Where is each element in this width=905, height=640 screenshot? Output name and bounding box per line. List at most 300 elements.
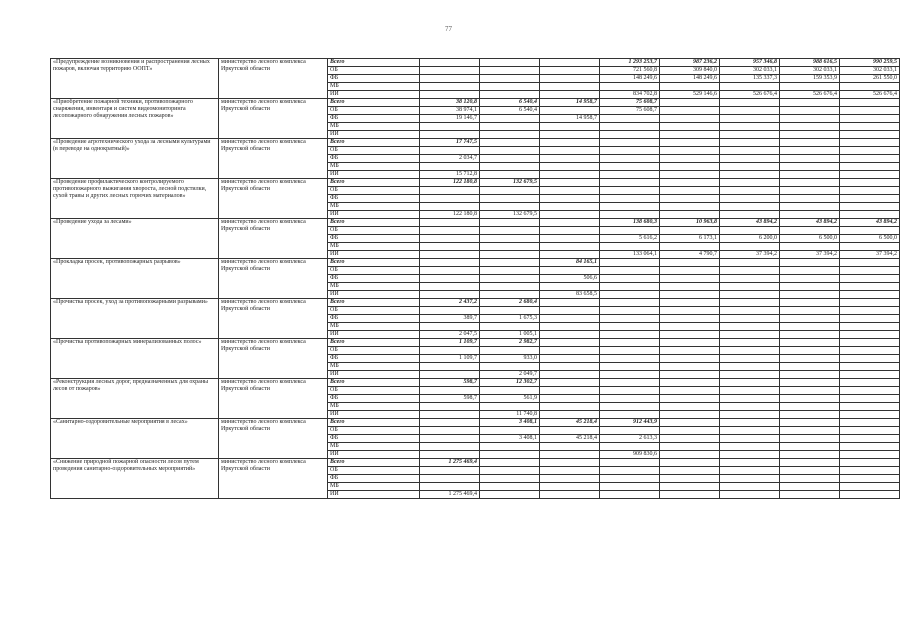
table-row bbox=[51, 59, 900, 67]
amount-cell bbox=[480, 131, 540, 139]
amount-cell bbox=[660, 339, 720, 347]
amount-cell bbox=[480, 83, 540, 91]
amount-cell bbox=[660, 131, 720, 139]
funding-source-cell: Всего bbox=[328, 339, 420, 347]
amount-cell bbox=[780, 139, 840, 147]
amount-cell bbox=[720, 83, 780, 91]
amount-cell bbox=[780, 419, 840, 427]
amount-cell bbox=[840, 419, 900, 427]
funding-source-cell: Всего bbox=[328, 219, 420, 227]
amount-cell bbox=[660, 443, 720, 451]
amount-cell bbox=[420, 131, 480, 139]
amount-cell bbox=[600, 307, 660, 315]
amount-cell bbox=[840, 491, 900, 499]
amount-cell bbox=[720, 139, 780, 147]
funding-source-cell: МБ bbox=[328, 203, 420, 211]
amount-cell bbox=[720, 307, 780, 315]
amount-cell bbox=[720, 147, 780, 155]
amount-cell bbox=[420, 75, 480, 83]
amount-cell bbox=[480, 451, 540, 459]
amount-cell bbox=[840, 315, 900, 323]
amount-cell bbox=[600, 123, 660, 131]
amount-cell bbox=[660, 227, 720, 235]
amount-cell bbox=[660, 83, 720, 91]
amount-cell bbox=[540, 451, 600, 459]
amount-cell bbox=[540, 123, 600, 131]
amount-cell: 75 608,7 bbox=[600, 99, 660, 107]
amount-cell bbox=[420, 123, 480, 131]
amount-cell bbox=[780, 187, 840, 195]
amount-cell bbox=[780, 459, 840, 467]
amount-cell bbox=[780, 259, 840, 267]
amount-cell bbox=[540, 147, 600, 155]
funding-source-cell: Всего bbox=[328, 379, 420, 387]
amount-cell bbox=[780, 163, 840, 171]
amount-cell bbox=[600, 267, 660, 275]
amount-cell: 3 408,1 bbox=[480, 435, 540, 443]
amount-cell bbox=[840, 483, 900, 491]
executor-cell: министерство лесного комплекса Иркутской области bbox=[219, 299, 328, 339]
amount-cell bbox=[780, 467, 840, 475]
amount-cell bbox=[540, 75, 600, 83]
amount-cell bbox=[720, 243, 780, 251]
amount-cell bbox=[780, 147, 840, 155]
table-row bbox=[51, 379, 900, 387]
amount-cell bbox=[540, 363, 600, 371]
table-row bbox=[51, 419, 900, 427]
amount-cell bbox=[780, 291, 840, 299]
event-name-cell: «Предупреждение возникновения и распространения лесных пожаров, включая территорию ООПТ» bbox=[51, 59, 219, 99]
amount-cell bbox=[420, 235, 480, 243]
event-name-cell: «Прочистка противопожарных минерализованных полос» bbox=[51, 339, 219, 379]
executor-cell: министерство лесного комплекса Иркутской области bbox=[219, 339, 328, 379]
amount-cell bbox=[540, 355, 600, 363]
amount-cell bbox=[480, 171, 540, 179]
amount-cell bbox=[720, 291, 780, 299]
amount-cell: 19 146,7 bbox=[420, 115, 480, 123]
amount-cell bbox=[540, 243, 600, 251]
amount-cell bbox=[780, 451, 840, 459]
amount-cell bbox=[660, 203, 720, 211]
amount-cell bbox=[480, 91, 540, 99]
funding-source-cell: Всего bbox=[328, 299, 420, 307]
funding-source-cell: МБ bbox=[328, 323, 420, 331]
amount-cell bbox=[600, 491, 660, 499]
amount-cell bbox=[540, 107, 600, 115]
funding-source-cell: ИИ bbox=[328, 131, 420, 139]
amount-cell bbox=[660, 483, 720, 491]
amount-cell bbox=[600, 227, 660, 235]
amount-cell bbox=[480, 139, 540, 147]
amount-cell bbox=[660, 155, 720, 163]
amount-cell: 2 437,2 bbox=[420, 299, 480, 307]
amount-cell bbox=[780, 475, 840, 483]
amount-cell: 159 353,9 bbox=[780, 75, 840, 83]
amount-cell bbox=[420, 283, 480, 291]
amount-cell bbox=[540, 91, 600, 99]
amount-cell bbox=[720, 315, 780, 323]
amount-cell: 506,6 bbox=[540, 275, 600, 283]
funding-source-cell: Всего bbox=[328, 59, 420, 67]
amount-cell: 3 408,1 bbox=[480, 419, 540, 427]
amount-cell bbox=[840, 179, 900, 187]
amount-cell bbox=[780, 443, 840, 451]
amount-cell bbox=[720, 107, 780, 115]
amount-cell bbox=[480, 243, 540, 251]
amount-cell bbox=[480, 203, 540, 211]
amount-cell bbox=[720, 171, 780, 179]
funding-source-cell: ОБ bbox=[328, 147, 420, 155]
amount-cell bbox=[480, 123, 540, 131]
amount-cell bbox=[480, 59, 540, 67]
amount-cell bbox=[420, 467, 480, 475]
amount-cell: 43 894,2 bbox=[840, 219, 900, 227]
amount-cell bbox=[780, 131, 840, 139]
funding-source-cell: МБ bbox=[328, 163, 420, 171]
amount-cell: 988 616,5 bbox=[780, 59, 840, 67]
amount-cell: 148 249,6 bbox=[600, 75, 660, 83]
amount-cell bbox=[540, 211, 600, 219]
amount-cell bbox=[600, 347, 660, 355]
amount-cell: 933,0 bbox=[480, 355, 540, 363]
amount-cell bbox=[780, 83, 840, 91]
amount-cell bbox=[720, 443, 780, 451]
amount-cell bbox=[780, 411, 840, 419]
budget-table bbox=[50, 58, 900, 499]
funding-source-cell: Всего bbox=[328, 179, 420, 187]
amount-cell bbox=[840, 195, 900, 203]
amount-cell: 2 680,4 bbox=[480, 299, 540, 307]
amount-cell bbox=[480, 291, 540, 299]
amount-cell bbox=[480, 387, 540, 395]
amount-cell bbox=[540, 251, 600, 259]
amount-cell bbox=[480, 187, 540, 195]
amount-cell bbox=[660, 171, 720, 179]
amount-cell: 909 830,6 bbox=[600, 451, 660, 459]
amount-cell: 148 249,6 bbox=[660, 75, 720, 83]
amount-cell bbox=[480, 475, 540, 483]
amount-cell bbox=[660, 459, 720, 467]
amount-cell: 1 005,1 bbox=[480, 331, 540, 339]
amount-cell bbox=[840, 347, 900, 355]
amount-cell bbox=[780, 171, 840, 179]
amount-cell bbox=[660, 315, 720, 323]
amount-cell: 261 550,0 bbox=[840, 75, 900, 83]
amount-cell: 43 894,2 bbox=[720, 219, 780, 227]
amount-cell bbox=[840, 435, 900, 443]
amount-cell bbox=[780, 387, 840, 395]
amount-cell: 132 679,5 bbox=[480, 179, 540, 187]
amount-cell bbox=[540, 131, 600, 139]
amount-cell bbox=[720, 363, 780, 371]
table-row bbox=[51, 339, 900, 347]
amount-cell bbox=[660, 283, 720, 291]
executor-cell: министерство лесного комплекса Иркутской области bbox=[219, 419, 328, 459]
amount-cell bbox=[420, 347, 480, 355]
funding-source-cell: МБ bbox=[328, 123, 420, 131]
amount-cell bbox=[420, 275, 480, 283]
funding-source-cell: ОБ bbox=[328, 427, 420, 435]
amount-cell bbox=[600, 195, 660, 203]
amount-cell bbox=[540, 163, 600, 171]
funding-source-cell: МБ bbox=[328, 283, 420, 291]
amount-cell bbox=[780, 99, 840, 107]
amount-cell bbox=[660, 411, 720, 419]
amount-cell bbox=[720, 427, 780, 435]
amount-cell bbox=[780, 347, 840, 355]
amount-cell bbox=[780, 243, 840, 251]
amount-cell bbox=[600, 403, 660, 411]
amount-cell bbox=[420, 427, 480, 435]
amount-cell bbox=[660, 475, 720, 483]
amount-cell: 45 218,4 bbox=[540, 435, 600, 443]
amount-cell: 45 218,4 bbox=[540, 419, 600, 427]
executor-cell: министерство лесного комплекса Иркутской области bbox=[219, 179, 328, 219]
amount-cell bbox=[600, 203, 660, 211]
amount-cell bbox=[840, 379, 900, 387]
funding-source-cell: МБ bbox=[328, 363, 420, 371]
event-name-cell: «Прочистка просек, уход за противопожарными разрывами» bbox=[51, 299, 219, 339]
amount-cell bbox=[840, 99, 900, 107]
amount-cell bbox=[600, 355, 660, 363]
table-row bbox=[51, 139, 900, 147]
amount-cell: 987 236,2 bbox=[660, 59, 720, 67]
executor-cell: министерство лесного комплекса Иркутской области bbox=[219, 219, 328, 259]
amount-cell bbox=[840, 371, 900, 379]
amount-cell bbox=[720, 371, 780, 379]
event-name-cell: «Проведение профилактического контролируемого противопожарного выжигания хвороста, лесной подстилки, сухой травы и других лесных горючих материалов» bbox=[51, 179, 219, 219]
amount-cell bbox=[600, 211, 660, 219]
amount-cell bbox=[420, 443, 480, 451]
funding-source-cell: Всего bbox=[328, 259, 420, 267]
amount-cell bbox=[720, 123, 780, 131]
amount-cell bbox=[720, 339, 780, 347]
amount-cell bbox=[540, 227, 600, 235]
amount-cell: 2 613,3 bbox=[600, 435, 660, 443]
amount-cell bbox=[780, 195, 840, 203]
amount-cell bbox=[660, 275, 720, 283]
amount-cell bbox=[660, 395, 720, 403]
amount-cell bbox=[840, 443, 900, 451]
amount-cell bbox=[420, 483, 480, 491]
amount-cell: 302 033,1 bbox=[720, 67, 780, 75]
funding-source-cell: МБ bbox=[328, 443, 420, 451]
amount-cell: 598,7 bbox=[420, 395, 480, 403]
funding-source-cell: ОБ bbox=[328, 307, 420, 315]
amount-cell bbox=[540, 339, 600, 347]
amount-cell bbox=[420, 475, 480, 483]
amount-cell: 561,9 bbox=[480, 395, 540, 403]
amount-cell bbox=[720, 275, 780, 283]
event-name-cell: «Проведение ухода за лесами» bbox=[51, 219, 219, 259]
amount-cell bbox=[480, 443, 540, 451]
event-name-cell: «Приобретение пожарной техники, противопожарного снаряжения, инвентаря и систем видеомониторинга лесопожарного обнаружения лесных пожаров» bbox=[51, 99, 219, 139]
amount-cell: 526 676,4 bbox=[720, 91, 780, 99]
amount-cell bbox=[420, 387, 480, 395]
amount-cell: 5 616,2 bbox=[600, 235, 660, 243]
funding-source-cell: ОБ bbox=[328, 467, 420, 475]
amount-cell bbox=[780, 323, 840, 331]
amount-cell bbox=[600, 243, 660, 251]
amount-cell bbox=[840, 115, 900, 123]
amount-cell bbox=[600, 395, 660, 403]
amount-cell bbox=[420, 227, 480, 235]
amount-cell bbox=[660, 187, 720, 195]
funding-source-cell: МБ bbox=[328, 83, 420, 91]
amount-cell bbox=[780, 307, 840, 315]
amount-cell bbox=[840, 123, 900, 131]
amount-cell bbox=[600, 171, 660, 179]
amount-cell bbox=[540, 171, 600, 179]
amount-cell bbox=[420, 243, 480, 251]
amount-cell bbox=[720, 491, 780, 499]
funding-source-cell: ОБ bbox=[328, 227, 420, 235]
amount-cell bbox=[420, 307, 480, 315]
amount-cell bbox=[720, 475, 780, 483]
funding-source-cell: ОБ bbox=[328, 267, 420, 275]
amount-cell bbox=[600, 187, 660, 195]
funding-source-cell: ФБ bbox=[328, 235, 420, 243]
amount-cell bbox=[840, 83, 900, 91]
funding-source-cell: ИИ bbox=[328, 411, 420, 419]
amount-cell bbox=[480, 403, 540, 411]
amount-cell bbox=[480, 227, 540, 235]
amount-cell bbox=[720, 283, 780, 291]
amount-cell bbox=[540, 83, 600, 91]
amount-cell bbox=[600, 443, 660, 451]
amount-cell: 84 165,1 bbox=[540, 259, 600, 267]
funding-source-cell: ФБ bbox=[328, 435, 420, 443]
amount-cell bbox=[780, 331, 840, 339]
amount-cell bbox=[720, 323, 780, 331]
amount-cell bbox=[480, 235, 540, 243]
funding-source-cell: ОБ bbox=[328, 387, 420, 395]
amount-cell bbox=[540, 187, 600, 195]
amount-cell: 14 958,7 bbox=[540, 99, 600, 107]
amount-cell bbox=[480, 259, 540, 267]
funding-source-cell: ФБ bbox=[328, 75, 420, 83]
amount-cell bbox=[840, 387, 900, 395]
amount-cell bbox=[660, 491, 720, 499]
amount-cell bbox=[720, 115, 780, 123]
amount-cell bbox=[780, 267, 840, 275]
amount-cell bbox=[480, 75, 540, 83]
amount-cell bbox=[480, 195, 540, 203]
amount-cell bbox=[480, 467, 540, 475]
amount-cell bbox=[480, 67, 540, 75]
amount-cell bbox=[780, 483, 840, 491]
amount-cell bbox=[780, 155, 840, 163]
amount-cell bbox=[480, 483, 540, 491]
amount-cell bbox=[720, 419, 780, 427]
table-row bbox=[51, 459, 900, 467]
amount-cell bbox=[480, 115, 540, 123]
amount-cell: 1 109,7 bbox=[420, 339, 480, 347]
amount-cell bbox=[480, 347, 540, 355]
amount-cell: 721 560,8 bbox=[600, 67, 660, 75]
executor-cell: министерство лесного комплекса Иркутской области bbox=[219, 99, 328, 139]
amount-cell bbox=[660, 467, 720, 475]
amount-cell bbox=[840, 395, 900, 403]
funding-source-cell: МБ bbox=[328, 403, 420, 411]
amount-cell: 1 275 469,4 bbox=[420, 459, 480, 467]
amount-cell: 38 974,1 bbox=[420, 107, 480, 115]
amount-cell bbox=[780, 299, 840, 307]
amount-cell bbox=[660, 371, 720, 379]
amount-cell bbox=[600, 483, 660, 491]
amount-cell bbox=[720, 211, 780, 219]
amount-cell bbox=[840, 331, 900, 339]
amount-cell: 526 676,4 bbox=[840, 91, 900, 99]
amount-cell bbox=[660, 347, 720, 355]
amount-cell bbox=[660, 139, 720, 147]
amount-cell bbox=[420, 435, 480, 443]
page-number: 77 bbox=[445, 25, 452, 33]
amount-cell bbox=[540, 347, 600, 355]
amount-cell: 526 676,4 bbox=[780, 91, 840, 99]
table-row bbox=[51, 299, 900, 307]
amount-cell bbox=[540, 427, 600, 435]
amount-cell bbox=[600, 139, 660, 147]
amount-cell bbox=[660, 427, 720, 435]
amount-cell bbox=[420, 59, 480, 67]
amount-cell: 122 180,8 bbox=[420, 211, 480, 219]
funding-source-cell: ИИ bbox=[328, 331, 420, 339]
amount-cell bbox=[420, 251, 480, 259]
amount-cell bbox=[420, 291, 480, 299]
amount-cell bbox=[660, 451, 720, 459]
amount-cell bbox=[540, 307, 600, 315]
table-row bbox=[51, 219, 900, 227]
funding-source-cell: ФБ bbox=[328, 155, 420, 163]
amount-cell bbox=[540, 323, 600, 331]
funding-source-cell: ОБ bbox=[328, 187, 420, 195]
amount-cell bbox=[840, 323, 900, 331]
amount-cell bbox=[420, 411, 480, 419]
funding-source-cell: ИИ bbox=[328, 491, 420, 499]
amount-cell bbox=[720, 467, 780, 475]
amount-cell bbox=[720, 331, 780, 339]
amount-cell bbox=[660, 355, 720, 363]
amount-cell bbox=[780, 491, 840, 499]
executor-cell: министерство лесного комплекса Иркутской области bbox=[219, 139, 328, 179]
amount-cell bbox=[420, 259, 480, 267]
amount-cell bbox=[720, 99, 780, 107]
amount-cell: 990 259,5 bbox=[840, 59, 900, 67]
amount-cell: 122 180,8 bbox=[420, 179, 480, 187]
amount-cell bbox=[480, 163, 540, 171]
amount-cell bbox=[600, 315, 660, 323]
table-row bbox=[51, 259, 900, 267]
amount-cell bbox=[840, 467, 900, 475]
amount-cell bbox=[840, 459, 900, 467]
amount-cell bbox=[420, 91, 480, 99]
amount-cell bbox=[600, 339, 660, 347]
amount-cell: 135 337,3 bbox=[720, 75, 780, 83]
amount-cell bbox=[720, 203, 780, 211]
amount-cell bbox=[420, 451, 480, 459]
amount-cell bbox=[600, 475, 660, 483]
amount-cell bbox=[780, 275, 840, 283]
amount-cell bbox=[420, 83, 480, 91]
amount-cell: 834 702,8 bbox=[600, 91, 660, 99]
funding-source-cell: ИИ bbox=[328, 171, 420, 179]
amount-cell bbox=[540, 411, 600, 419]
amount-cell bbox=[660, 291, 720, 299]
amount-cell bbox=[720, 155, 780, 163]
amount-cell: 38 120,8 bbox=[420, 99, 480, 107]
executor-cell: министерство лесного комплекса Иркутской области bbox=[219, 259, 328, 299]
